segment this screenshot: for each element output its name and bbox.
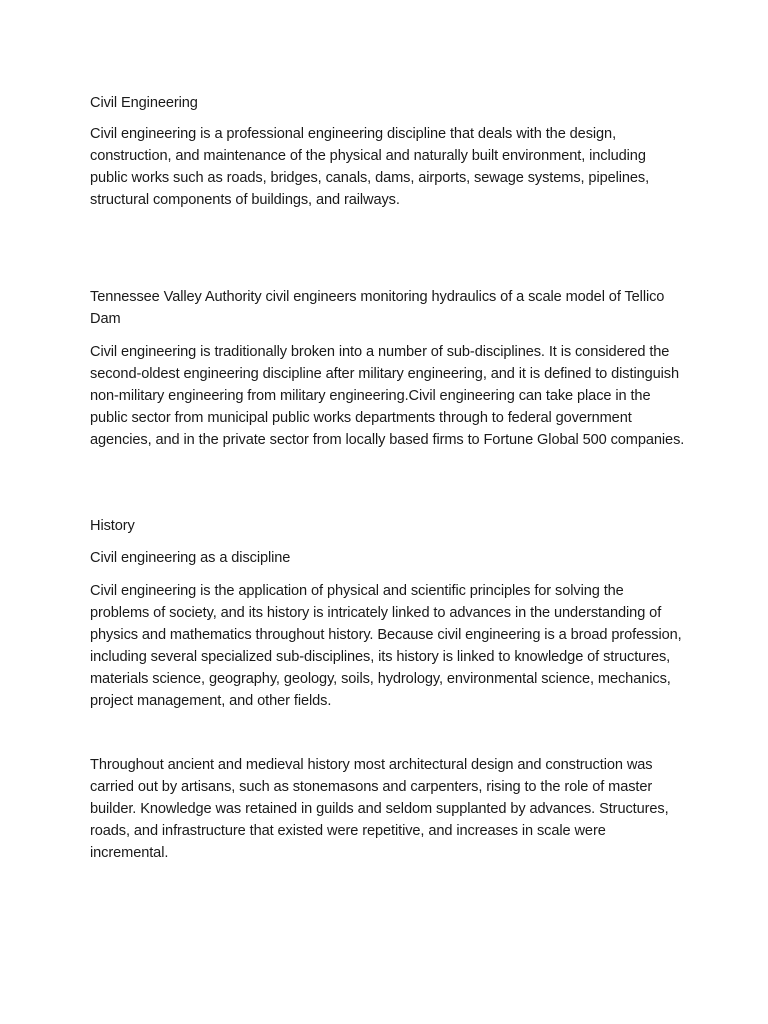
history-paragraph-2: Throughout ancient and medieval history most architectural design and construction was carried out by artisans, such as stonemasons and carpenters, rising to the role of master builder. Knowledge was retained in guilds and seldom supplanted by advances. Structures, roads, and infrastructure that existed were repetitive, and increases in scale were incremental. xyxy=(90,757,669,861)
subdisciplines-paragraph: Civil engineering is traditionally broken into a number of sub-disciplines. It is considered the second-oldest engineering discipline after military engineering, and it is defined to distinguish non-military engineering from military engineering.Civil engineering can take place in the public sector from municipal public works departments through to federal government agencies, and in the private sector from locally based firms to Fortune Global 500 companies. xyxy=(90,344,685,448)
image-caption: Tennessee Valley Authority civil engineers monitoring hydraulics of a scale model of Tellico Dam xyxy=(90,289,665,327)
document-title: Civil Engineering xyxy=(90,95,198,111)
history-subheading: Civil engineering as a discipline xyxy=(90,550,291,566)
history-heading: History xyxy=(90,518,135,534)
intro-paragraph: Civil engineering is a professional engineering discipline that deals with the design, construction, and maintenance of the physical and naturally built environment, including public works such as roads, bridges, canals, dams, airports, sewage systems, pipelines, structural components of buildings, and railways. xyxy=(90,126,650,208)
history-paragraph-1: Civil engineering is the application of physical and scientific principles for solving the problems of society, and its history is intricately linked to advances in the understanding of physics and mathematics throughout history. Because civil engineering is a broad profession, including several specialized sub-disciplines, its history is linked to knowledge of structures, materials science, geography, geology, soils, hydrology, environmental science, mechanics, project management, and other fields. xyxy=(90,583,682,709)
